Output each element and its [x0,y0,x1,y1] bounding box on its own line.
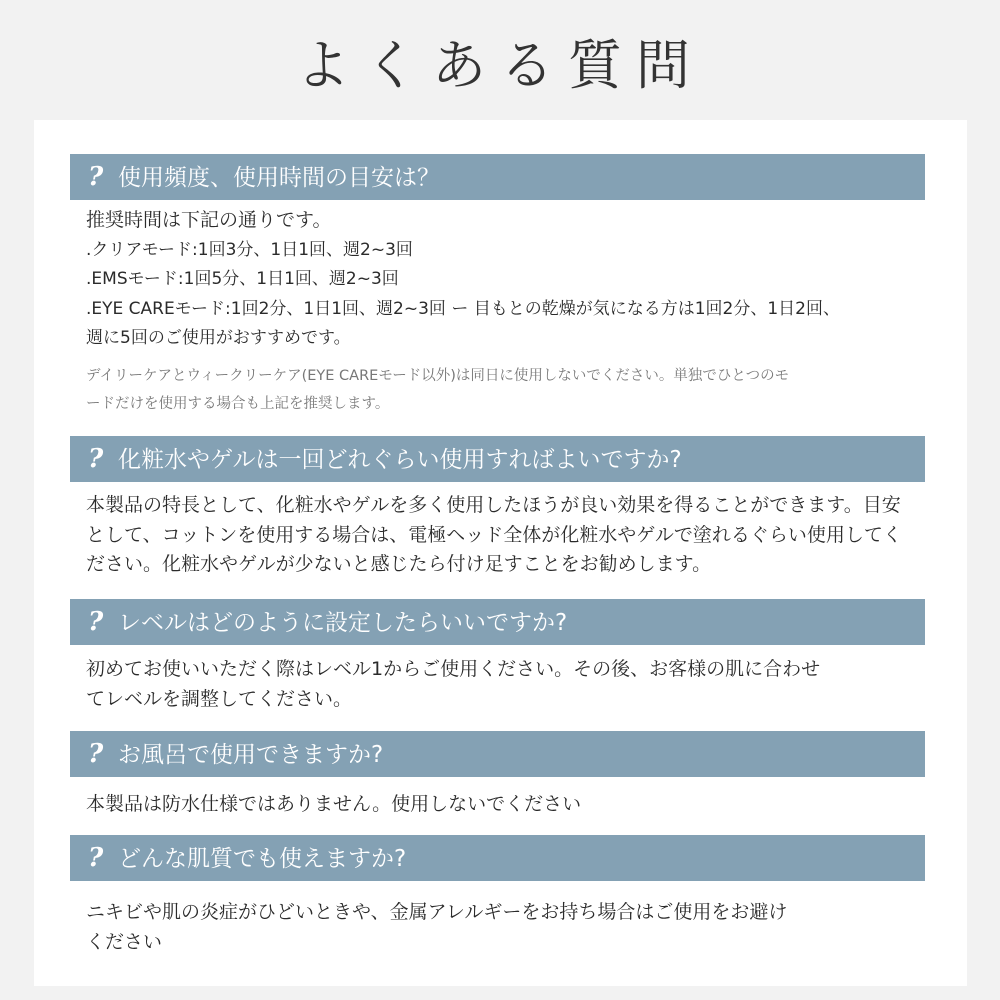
question-text: 化粧水やゲルは一回どれぐらい使用すればよいですか? [118,447,682,473]
question-mark-icon: ? [88,739,104,769]
note-line: デイリーケアとウィークリーケア(EYE CAREモード以外)は同日に使用しないでください。単独でひとつのモ [86,368,790,384]
answer-line: ください [86,930,163,953]
faq-question-5 [70,835,925,881]
faq-answer-1 [86,206,926,354]
page-title: よくある質問 [296,34,704,97]
answer-line: 週に5回のご使用がおすすめです。 [86,328,351,348]
faq-card [34,120,967,986]
faq-question-2 [70,436,925,482]
answer-line: ださい。化粧水やゲルが少ないと感じたら付け足すことをお勧めします。 [86,553,712,575]
answer-line: 推奨時間は下記の通りです。 [86,209,332,231]
faq-answer-4 [86,790,926,820]
question-mark-icon: ? [88,444,104,474]
answer-line: .EMSモード:1回5分、1日1回、週2~3回 [86,269,399,289]
faq-answer-3 [86,655,926,714]
faq-answer-5 [86,898,926,957]
question-text: 使用頻度、使用時間の目安は？ [118,165,440,191]
faq-answer-2 [86,491,926,580]
question-text: お風呂で使用できますか? [118,742,384,768]
faq-question-4 [70,731,925,777]
answer-line: 本製品は防水仕様ではありません。使用しないでください [86,793,582,815]
answer-line: 本製品の特長として、化粧水やゲルを多く使用したほうが良い効果を得ることができます。目安 [86,494,901,516]
question-mark-icon: ? [88,843,104,873]
answer-line: てレベルを調整してください。 [86,687,353,710]
answer-line: ニキビや肌の炎症がひどいときや、金属アレルギーをお持ち場合はご使用をお避け [86,901,788,923]
faq-question-1 [70,154,925,200]
faq-note-1 [86,362,926,418]
answer-line: として、コットンを使用する場合は、電極ヘッド全体が化粧水やゲルで塗れるぐらい使用してく [86,523,902,546]
question-mark-icon: ? [88,607,104,637]
question-text: どんな肌質でも使えますか? [118,846,407,872]
note-line: ードだけを使用する場合も上記を推奨します。 [86,396,390,412]
answer-line: .クリアモード:1回3分、1日1回、週2~3回 [86,239,413,260]
faq-question-3 [70,599,925,645]
answer-line: .EYE CAREモード:1回2分、1日1回、週2~3回 ー 目もとの乾燥が気になる方は1回2分、1日2回、 [86,298,840,319]
answer-line: 初めてお使いいただく際はレベル1からご使用ください。その後、お客様の肌に合わせ [86,658,821,680]
question-text: レベルはどのように設定したらいいですか? [118,610,568,636]
question-mark-icon: ? [88,162,104,192]
